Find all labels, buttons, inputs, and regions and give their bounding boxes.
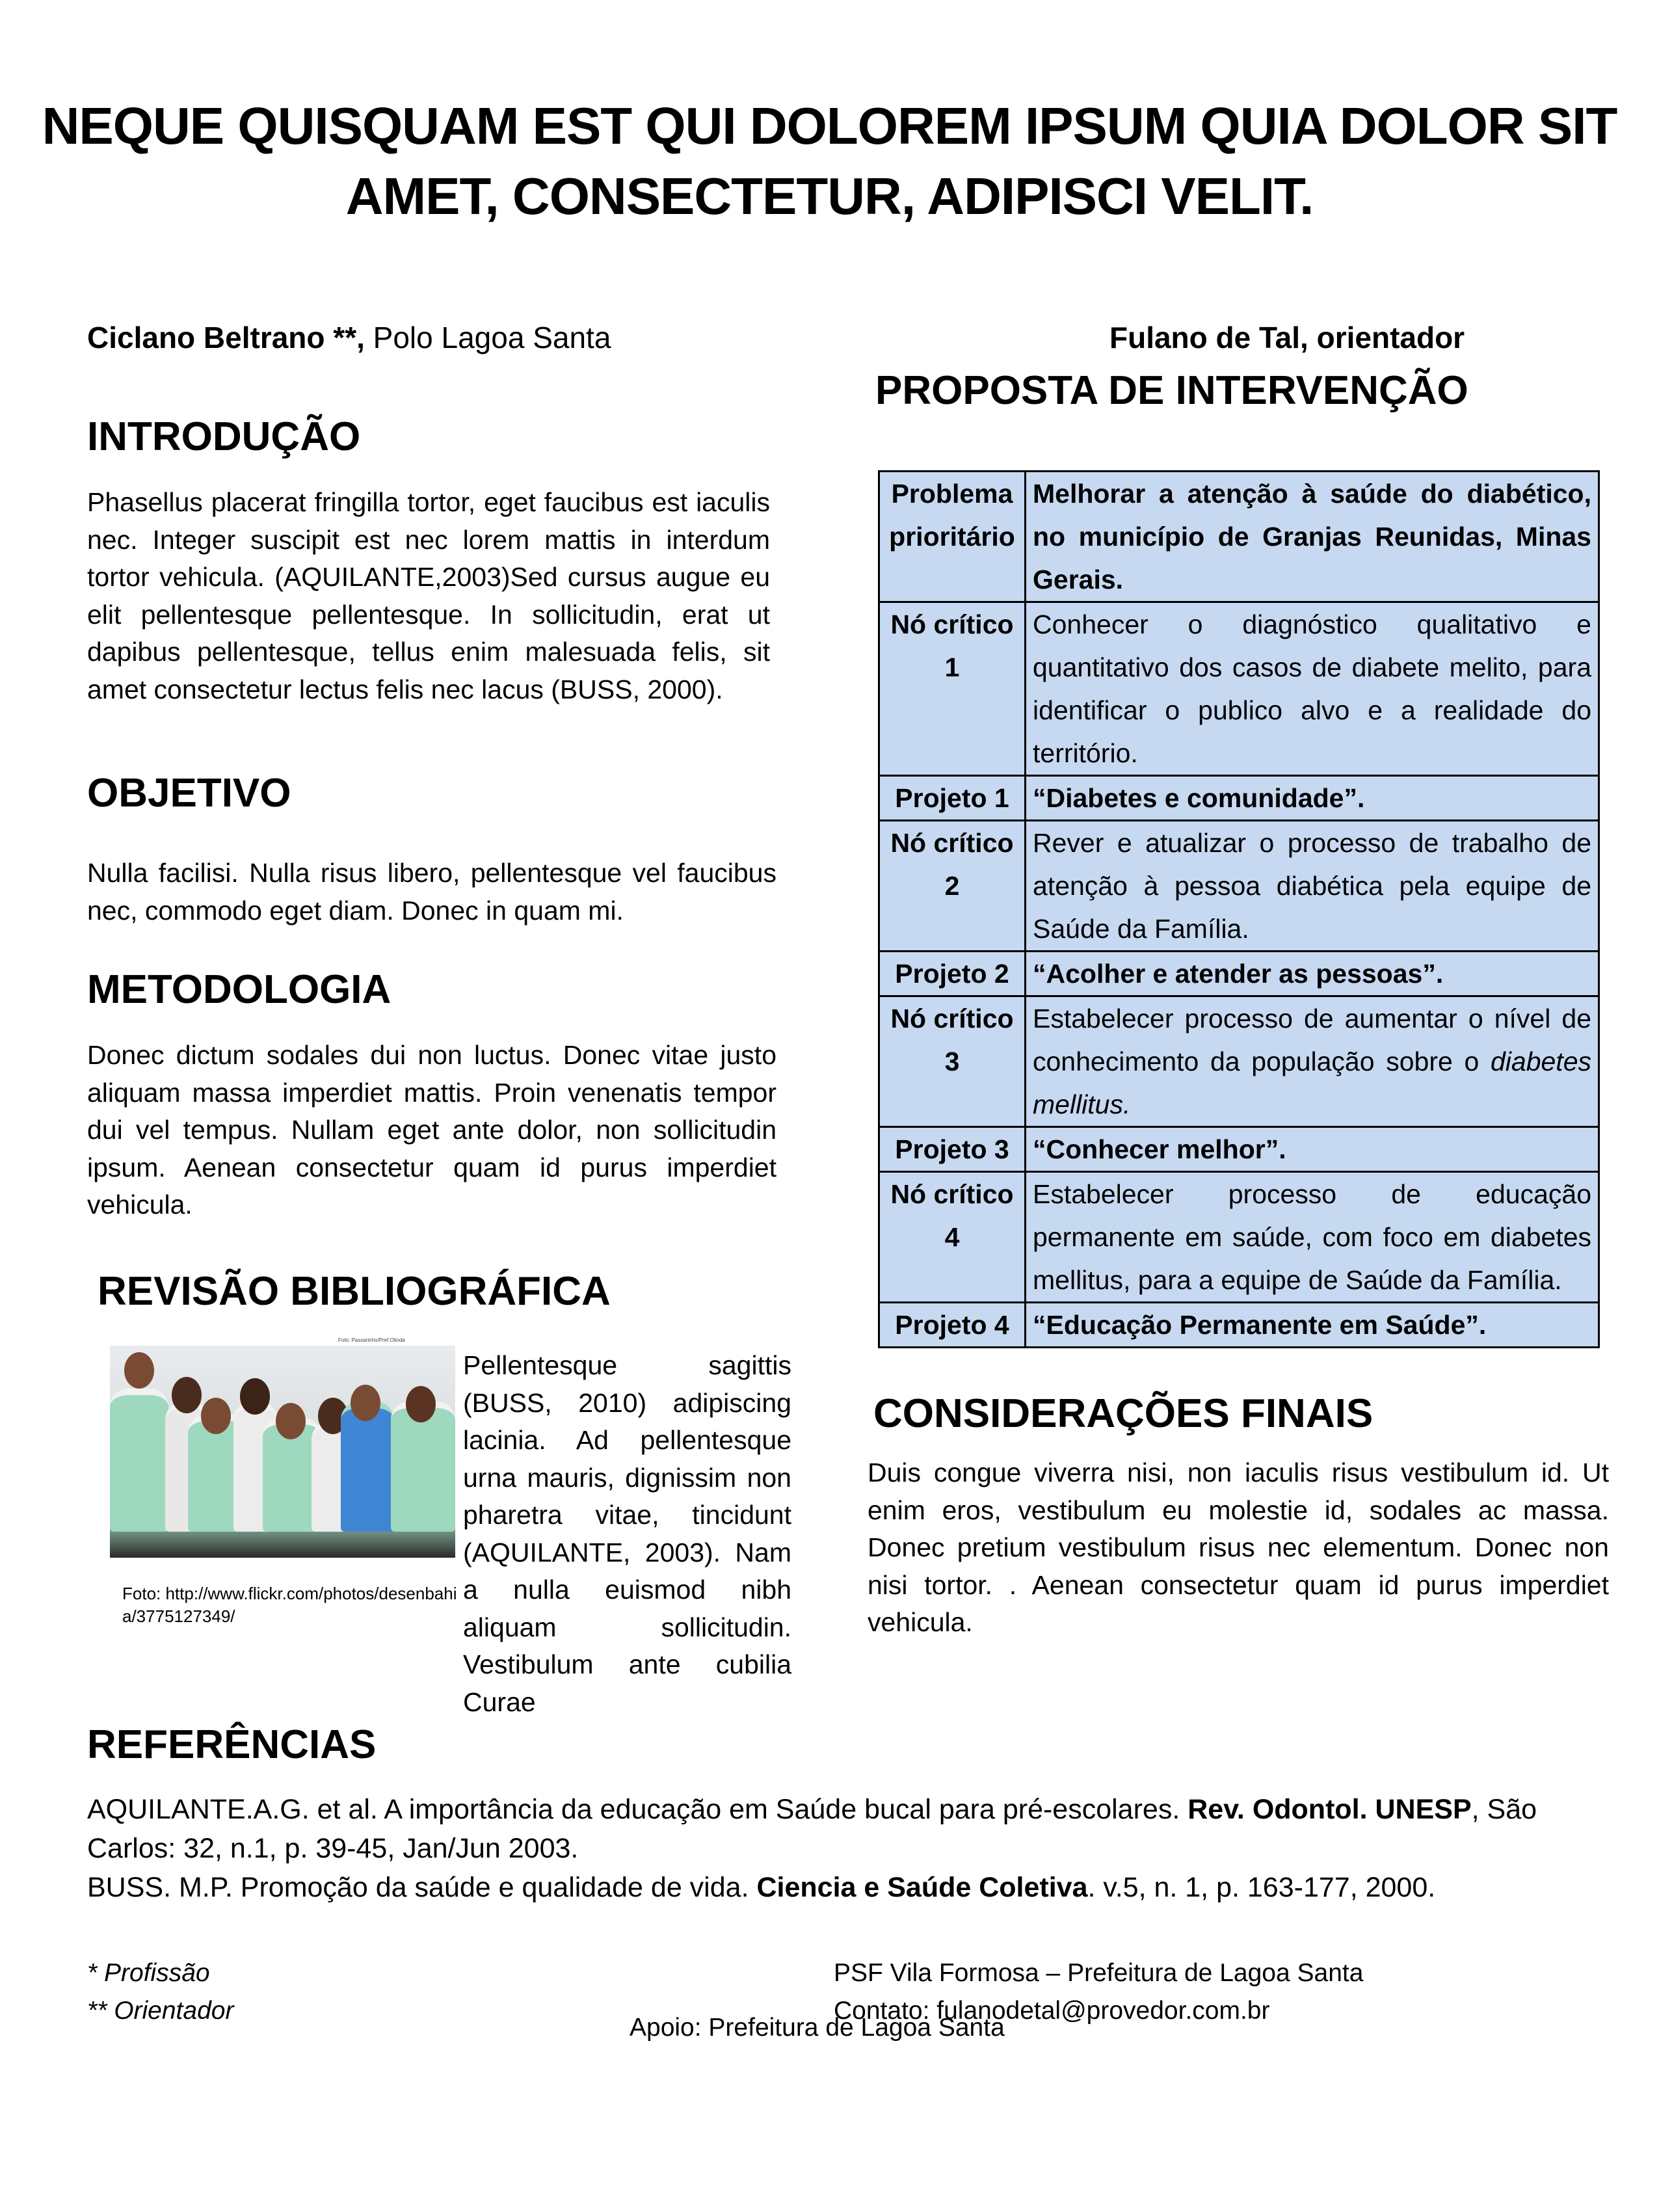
photo-figure-head	[351, 1385, 380, 1421]
row-value-text: Estabelecer processo de aumentar o nível de conhecimento da população sobre o	[1033, 1004, 1591, 1076]
heading-objetivo: OBJETIVO	[87, 771, 291, 816]
row-value: Melhorar a atenção à saúde do diabético, no município de Granjas Reunidas, Minas Gerais.	[1026, 472, 1599, 602]
reference-journal: Rev. Odontol. UNESP	[1188, 1794, 1472, 1825]
reference-item	[87, 1790, 1583, 1868]
table-row	[879, 952, 1599, 996]
row-label: Nó crítico 2	[879, 821, 1026, 952]
table-row	[879, 996, 1599, 1127]
reference-text: AQUILANTE.A.G. et al. A importância da educação em Saúde bucal para pré-escolares.	[87, 1794, 1188, 1825]
text-metodologia: Donec dictum sodales dui non luctus. Donec vitae justo aliquam massa imperdiet mattis. Proin venenatis tempor dui vel tempus. Nullam eget ante dolor, non sollicitudin ipsum. Aenean consectetur quam id purus imperdiet vehicula.	[87, 1040, 776, 1219]
text-objetivo: Nulla facilisi. Nulla risus libero, pellentesque vel faucibus nec, commodo eget diam. Donec in quam mi.	[87, 858, 776, 926]
photo-figure-head	[406, 1386, 436, 1422]
text-introducao: Phasellus placerat fringilla tortor, eget faucibus est iaculis nec. Integer suscipit est nec lorem mattis in interdum tortor vehicula. (AQUILANTE,2003)Sed cursus augue eu elit pellentesque pellentesque. In sollicitudin, erat ut dapibus pellentesque, tellus enim malesuada felis, sit amet consectetur lectus felis nec lacus (BUSS, 2000).	[87, 487, 770, 704]
reference-journal: Ciencia e Saúde Coletiva	[756, 1872, 1088, 1903]
row-label: Nó crítico 3	[879, 996, 1026, 1127]
heading-introducao: INTRODUÇÃO	[87, 414, 361, 459]
footer-support: Apoio: Prefeitura de Lagoa Santa	[630, 2014, 1005, 2042]
intervention-table	[878, 470, 1600, 1348]
row-value: “Diabetes e comunidade”.	[1026, 776, 1599, 821]
row-label: Projeto 1	[879, 776, 1026, 821]
table-row	[879, 821, 1599, 952]
photo-credit: Foto: Passarinho/Pref.Olinda	[338, 1337, 405, 1343]
table-row	[879, 1303, 1599, 1348]
row-value: Rever e atualizar o processo de trabalho de atenção à pessoa diabética pela equipe de Saúde da Família.	[1026, 821, 1599, 952]
row-value: Estabelecer processo de educação permanente em saúde, com foco em diabetes mellitus, para a equipe de Saúde da Família.	[1026, 1172, 1599, 1303]
row-value: “Conhecer melhor”.	[1026, 1127, 1599, 1172]
reference-item	[87, 1868, 1583, 1907]
footnotes	[87, 1954, 233, 2030]
footer-institution: PSF Vila Formosa – Prefeitura de Lagoa Santa	[834, 1959, 1364, 1987]
title-line-2: AMET, CONSECTETUR, ADIPISCI VELIT.	[345, 167, 1314, 225]
row-label: Nó crítico 4	[879, 1172, 1026, 1303]
reference-text: BUSS. M.P. Promoção da saúde e qualidade de vida.	[87, 1872, 757, 1903]
table-row	[879, 1127, 1599, 1172]
photo-figure-head	[201, 1398, 231, 1434]
row-label: Projeto 3	[879, 1127, 1026, 1172]
row-label: Projeto 4	[879, 1303, 1026, 1348]
group-photo	[110, 1346, 455, 1558]
table-row	[879, 1172, 1599, 1303]
photo-caption: Foto: http://www.flickr.com/photos/desenbahia/3775127349/	[122, 1584, 457, 1626]
poster-title	[0, 91, 1659, 232]
row-value-italic: diabetes mellitus.	[1033, 1046, 1591, 1119]
row-label: Projeto 2	[879, 952, 1026, 996]
footnote-orientador: ** Orientador	[87, 1997, 234, 2025]
footnote-profissao: * Profissão	[87, 1959, 210, 1987]
photo-figure-head	[172, 1377, 202, 1413]
photo-figure-head	[240, 1378, 270, 1415]
heading-revisao: REVISÃO BIBLIOGRÁFICA	[98, 1269, 611, 1314]
table-row	[879, 602, 1599, 776]
row-label: Problema prioritário	[879, 472, 1026, 602]
author-name: Ciclano Beltrano **,	[87, 321, 365, 354]
row-value: Conhecer o diagnóstico qualitativo e quantitativo dos casos de diabete melito, para identificar o publico alvo e a realidade do território.	[1026, 602, 1599, 776]
reference-text: . v.5, n. 1, p. 163-177, 2000.	[1087, 1872, 1436, 1903]
photo-figure-head	[124, 1352, 154, 1389]
photo-figure-head	[276, 1403, 306, 1439]
reference-text: , São Carlos: 32, n.1, p. 39-45, Jan/Jun 2003.	[87, 1794, 1537, 1864]
author-affiliation: Polo Lagoa Santa	[364, 321, 611, 354]
title-line-1: NEQUE QUISQUAM EST QUI DOLOREM IPSUM QUIA DOLOR SIT	[42, 97, 1617, 155]
table-row	[879, 776, 1599, 821]
text-consideracoes: Duis congue viverra nisi, non iaculis risus vestibulum id. Ut enim eros, vestibulum eu molestie id, sodales ac massa. Donec pretium vestibulum risus nec elementum. Donec non nisi tortor. . Aenean consectetur quam id purus imperdiet vehicula.	[868, 1458, 1609, 1637]
row-value: “Acolher e atender as pessoas”.	[1026, 952, 1599, 996]
author-advisor: Fulano de Tal, orientador	[1109, 321, 1465, 354]
footer-contact: Contato: fulanodetal@provedor.com.br	[834, 1997, 1270, 2025]
reference-list	[87, 1790, 1583, 1907]
heading-proposta: PROPOSTA DE INTERVENÇÃO	[875, 368, 1468, 413]
row-label: Nó crítico 1	[879, 602, 1026, 776]
heading-metodologia: METODOLOGIA	[87, 967, 392, 1012]
heading-consideracoes: CONSIDERAÇÕES FINAIS	[873, 1391, 1374, 1436]
row-value	[1026, 996, 1599, 1127]
heading-referencias: REFERÊNCIAS	[87, 1722, 377, 1767]
photo-figure	[110, 1389, 168, 1532]
author-left	[87, 320, 611, 355]
row-value: “Educação Permanente em Saúde”.	[1026, 1303, 1599, 1348]
photo-figure	[341, 1402, 394, 1532]
table-row	[879, 472, 1599, 602]
text-revisao: Pellentesque sagittis (BUSS, 2010) adipiscing lacinia. Ad pellentesque urna mauris, dignissim non pharetra vitae, tincidunt (AQUILANTE, 2003). Nam a nulla euismod nibh aliquam sollicitudin. Vestibulum ante cubilia Curae	[463, 1350, 791, 1717]
